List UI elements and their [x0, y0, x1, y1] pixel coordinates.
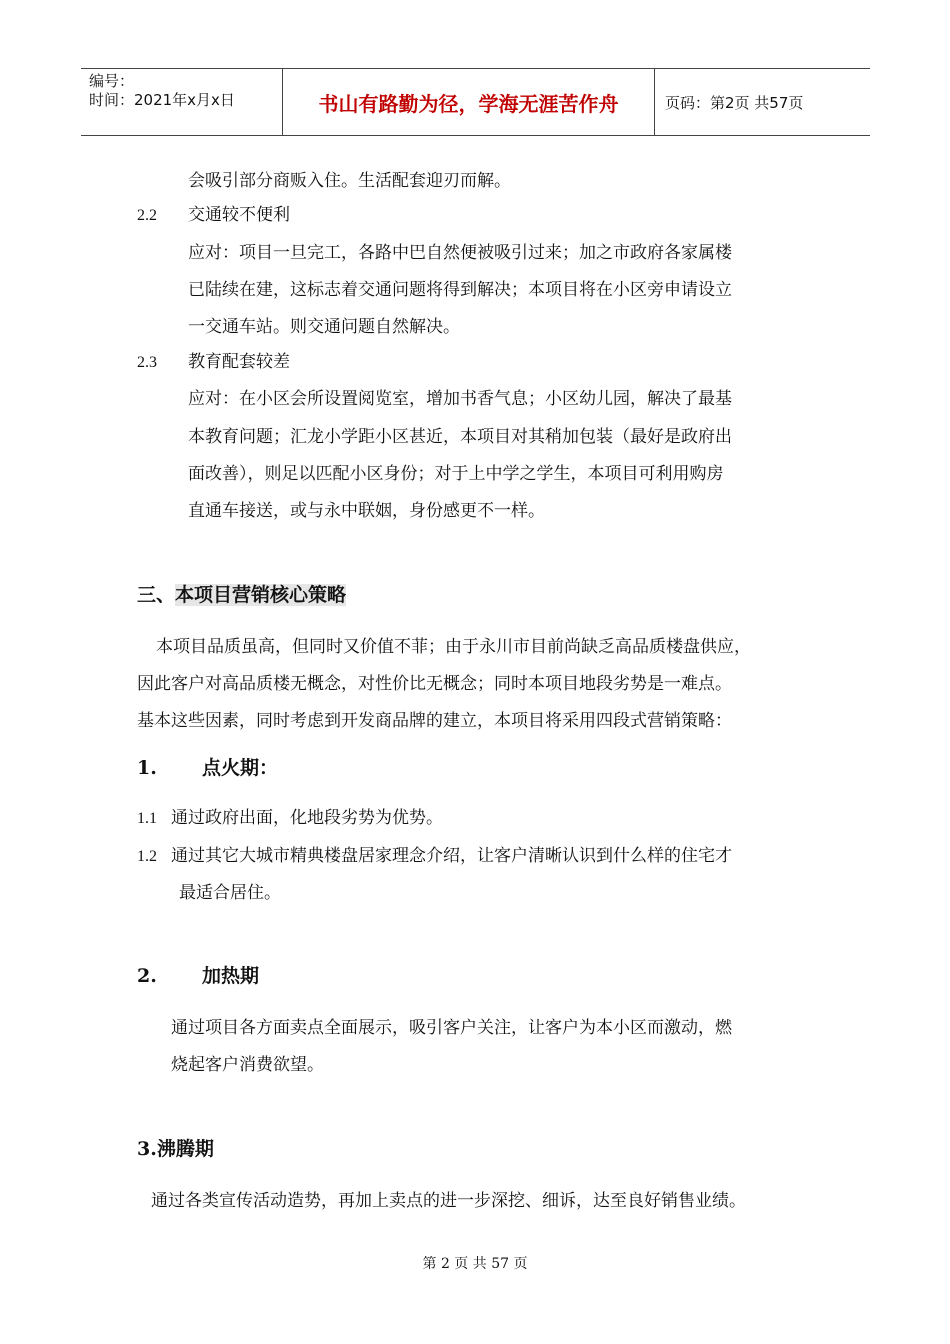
intro-line-2: 因此客户对高品质楼无概念，对性价比无概念；同时本项目地段劣势是一难点。 — [137, 674, 732, 694]
phase-1-number: 1. — [137, 757, 157, 779]
phase-2-title: 加热期 — [202, 965, 260, 987]
section-3-title: 本项目营销核心策略 — [175, 584, 347, 606]
phase-3-title: 沸腾期 — [156, 1138, 214, 1160]
section-3-prefix: 三、 — [137, 584, 176, 606]
section-2-2-line-1: 应对：项目一旦完工，各路中巴自然便被吸引过来；加之市政府各家属楼 — [188, 243, 732, 263]
phase-3-number: 3. — [137, 1138, 157, 1160]
header-meta — [81, 69, 283, 135]
phase-2-line-2: 烧起客户消费欲望。 — [171, 1055, 324, 1075]
section-2-3-line-2: 本教育问题；汇龙小学距小区甚近，本项目对其稍加包装（最好是政府出 — [188, 427, 732, 447]
phase-3-heading — [137, 1136, 214, 1162]
phase-2-number: 2. — [137, 965, 157, 987]
section-2-3-line-3: 面改善），则足以匹配小区身份；对于上中学之学生，本项目可利用购房 — [188, 464, 724, 484]
intro-line-3: 基本这些因素，同时考虑到开发商品牌的建立，本项目将采用四段式营销策略： — [137, 711, 732, 731]
document-header — [81, 68, 870, 136]
phase-3-line-1: 通过各类宣传活动造势，再加上卖点的进一步深挖、细诉，达至良好销售业绩。 — [151, 1191, 746, 1211]
phase-2-line-1: 通过项目各方面卖点全面展示，吸引客户关注，让客户为本小区而激动，燃 — [171, 1018, 732, 1038]
header-motto: 书山有路勤为径，学海无涯苦作舟 — [283, 69, 655, 135]
page-footer: 第 2 页 共 57 页 — [422, 1256, 528, 1272]
section-2-3-line-1: 应对：在小区会所设置阅览室，增加书香气息；小区幼儿园，解决了最基 — [188, 389, 732, 409]
section-2-2-title: 交通较不便利 — [188, 205, 290, 225]
phase-1-2-line-1: 通过其它大城市精典楼盘居家理念介绍，让客户清晰认识到什么样的住宅才 — [171, 846, 732, 866]
section-2-2-line-2: 已陆续在建，这标志着交通问题将得到解决；本项目将在小区旁申请设立 — [188, 280, 732, 300]
phase-1-1-number: 1.1 — [137, 810, 157, 827]
phase-1-title: 点火期： — [202, 757, 279, 779]
section-2-3-title: 教育配套较差 — [188, 352, 290, 372]
section-2-1-tail: 会吸引部分商贩入住。生活配套迎刃而解。 — [188, 171, 511, 191]
section-2-3-line-4: 直通车接送，或与永中联姻，身份感更不一样。 — [188, 501, 545, 521]
section-3-heading — [137, 582, 346, 608]
doc-time-label: 时间：2021年x月x日 — [89, 91, 235, 109]
doc-code-label: 编号： — [89, 72, 135, 90]
phase-1-1-text: 通过政府出面，化地段劣势为优势。 — [171, 808, 443, 828]
section-2-2-line-3: 一交通车站。则交通问题自然解决。 — [188, 317, 460, 337]
phase-1-2-line-2: 最适合居住。 — [179, 883, 281, 903]
section-2-2-number: 2.2 — [137, 207, 157, 224]
header-page-info: 页码：第2页 共57页 — [665, 93, 804, 112]
intro-line-1: 本项目品质虽高，但同时又价值不菲；由于永川市目前尚缺乏高品质楼盘供应， — [156, 637, 751, 657]
section-2-3-number: 2.3 — [137, 354, 157, 371]
phase-1-2-number: 1.2 — [137, 848, 157, 865]
